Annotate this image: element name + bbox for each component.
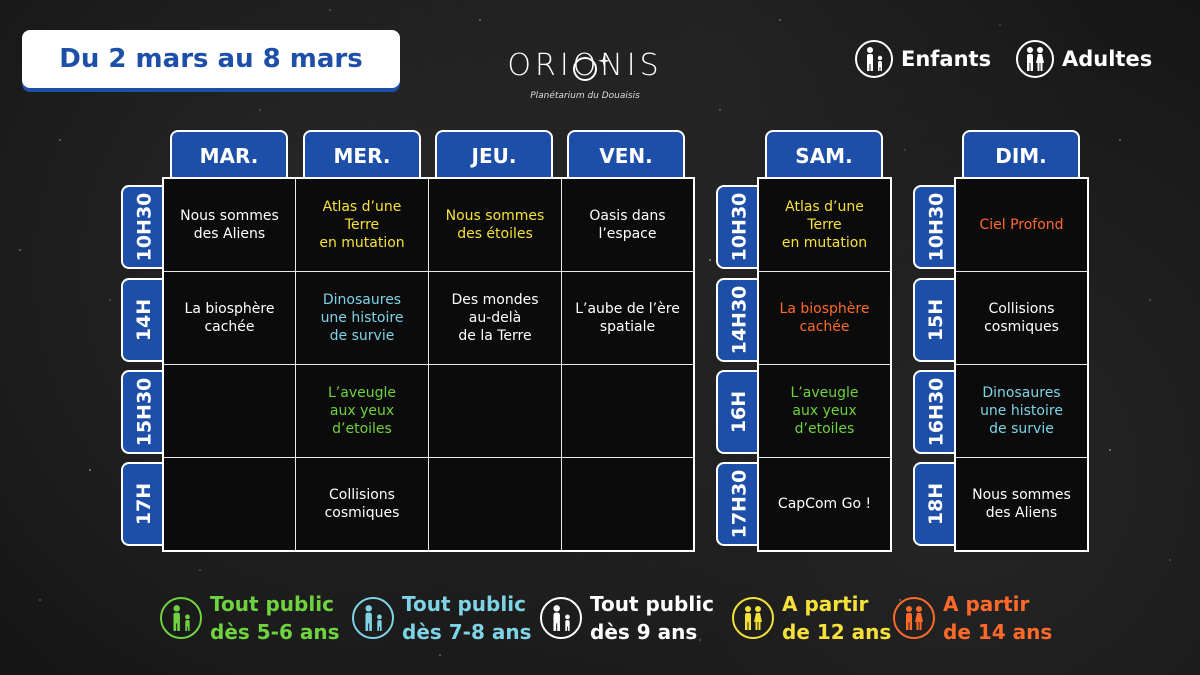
time-label: 10H30	[133, 192, 156, 262]
time-label: 17H	[133, 482, 155, 526]
session-cell: Ciel Profond	[955, 178, 1088, 272]
time-tab-sat-1	[716, 185, 760, 269]
session-cell: CapCom Go !	[758, 457, 891, 551]
session-cell	[561, 364, 694, 458]
session-cell: Nous sommes des étoiles	[428, 178, 562, 272]
date-range-banner	[22, 30, 400, 88]
day-tab-sam: SAM.	[765, 130, 883, 180]
session-cell: L’aveugle aux yeux d’etoiles	[295, 364, 429, 458]
time-tab-sun-3	[913, 370, 957, 454]
audience-legend-item	[352, 590, 531, 646]
adults-icon	[1016, 40, 1054, 78]
time-tab-sun-2	[913, 278, 957, 362]
time-tab-sat-4	[716, 462, 760, 546]
time-label: 10H30	[728, 192, 751, 262]
logo-subtitle: Planétarium du Douaisis	[530, 91, 640, 101]
session-cell: L’aveugle aux yeux d’etoiles	[758, 364, 891, 458]
session-cell: Collisions cosmiques	[955, 271, 1088, 365]
session-cell	[428, 364, 562, 458]
time-label: 15H30	[133, 377, 156, 447]
legend-adultes	[1016, 40, 1152, 78]
session-cell: Oasis dans l’espace	[561, 178, 694, 272]
time-tab-weekday-4	[121, 462, 165, 546]
time-label: 18H	[925, 482, 947, 526]
session-cell	[561, 457, 694, 551]
legend-enfants	[855, 40, 991, 78]
session-cell: La biosphère cachée	[163, 271, 296, 365]
audience-label: Tout public dès 9 ans	[590, 592, 714, 644]
audience-label: A partir de 14 ans	[943, 592, 1053, 644]
audience-label: A partir de 12 ans	[782, 592, 892, 644]
day-tab-mer: MER.	[303, 130, 421, 180]
child-adult-icon	[855, 40, 893, 78]
time-label: 14H30	[728, 285, 751, 355]
audience-legend-item	[160, 590, 339, 646]
session-cell	[163, 457, 296, 551]
time-tab-weekday-3	[121, 370, 165, 454]
adults-icon	[893, 597, 935, 639]
session-cell	[163, 364, 296, 458]
audience-label: Tout public dès 7-8 ans	[402, 592, 532, 644]
adults-icon	[732, 597, 774, 639]
session-cell: L’aube de l’ère spatiale	[561, 271, 694, 365]
session-cell: Nous sommes des Aliens	[955, 457, 1088, 551]
day-tab-dim: DIM.	[962, 130, 1080, 180]
time-label: 17H30	[728, 469, 751, 539]
orionis-logo	[505, 42, 665, 108]
time-tab-weekday-1	[121, 185, 165, 269]
time-label: 10H30	[925, 192, 948, 262]
day-tab-jeu: JEU.	[435, 130, 553, 180]
time-tab-weekday-2	[121, 278, 165, 362]
date-range-text: Du 2 mars au 8 mars	[59, 44, 363, 74]
time-label: 16H	[728, 390, 750, 434]
audience-label: Tout public dès 5-6 ans	[210, 592, 340, 644]
time-tab-sat-2	[716, 278, 760, 362]
time-label: 14H	[133, 298, 155, 342]
logo-wordmark: ORIONIS	[507, 48, 663, 83]
legend-enfants-label: Enfants	[901, 47, 992, 71]
session-cell: Nous sommes des Aliens	[163, 178, 296, 272]
legend-adultes-label: Adultes	[1062, 47, 1153, 71]
session-cell	[428, 457, 562, 551]
audience-legend-item	[893, 590, 1052, 646]
child-adult-icon	[540, 597, 582, 639]
day-tab-mar: MAR.	[170, 130, 288, 180]
time-tab-sat-3	[716, 370, 760, 454]
session-cell: Atlas d’une Terre en mutation	[758, 178, 891, 272]
time-tab-sun-1	[913, 185, 957, 269]
child-adult-icon	[160, 597, 202, 639]
session-cell: Atlas d’une Terre en mutation	[295, 178, 429, 272]
session-cell: La biosphère cachée	[758, 271, 891, 365]
session-cell: Des mondes au-delà de la Terre	[428, 271, 562, 365]
child-adult-icon	[352, 597, 394, 639]
audience-legend-item	[732, 590, 891, 646]
audience-legend-item	[540, 590, 714, 646]
time-label: 15H	[925, 298, 947, 342]
session-cell: Collisions cosmiques	[295, 457, 429, 551]
session-cell: Dinosaures une histoire de survie	[955, 364, 1088, 458]
time-label: 16H30	[925, 377, 948, 447]
day-tab-ven: VEN.	[567, 130, 685, 180]
time-tab-sun-4	[913, 462, 957, 546]
session-cell: Dinosaures une histoire de survie	[295, 271, 429, 365]
